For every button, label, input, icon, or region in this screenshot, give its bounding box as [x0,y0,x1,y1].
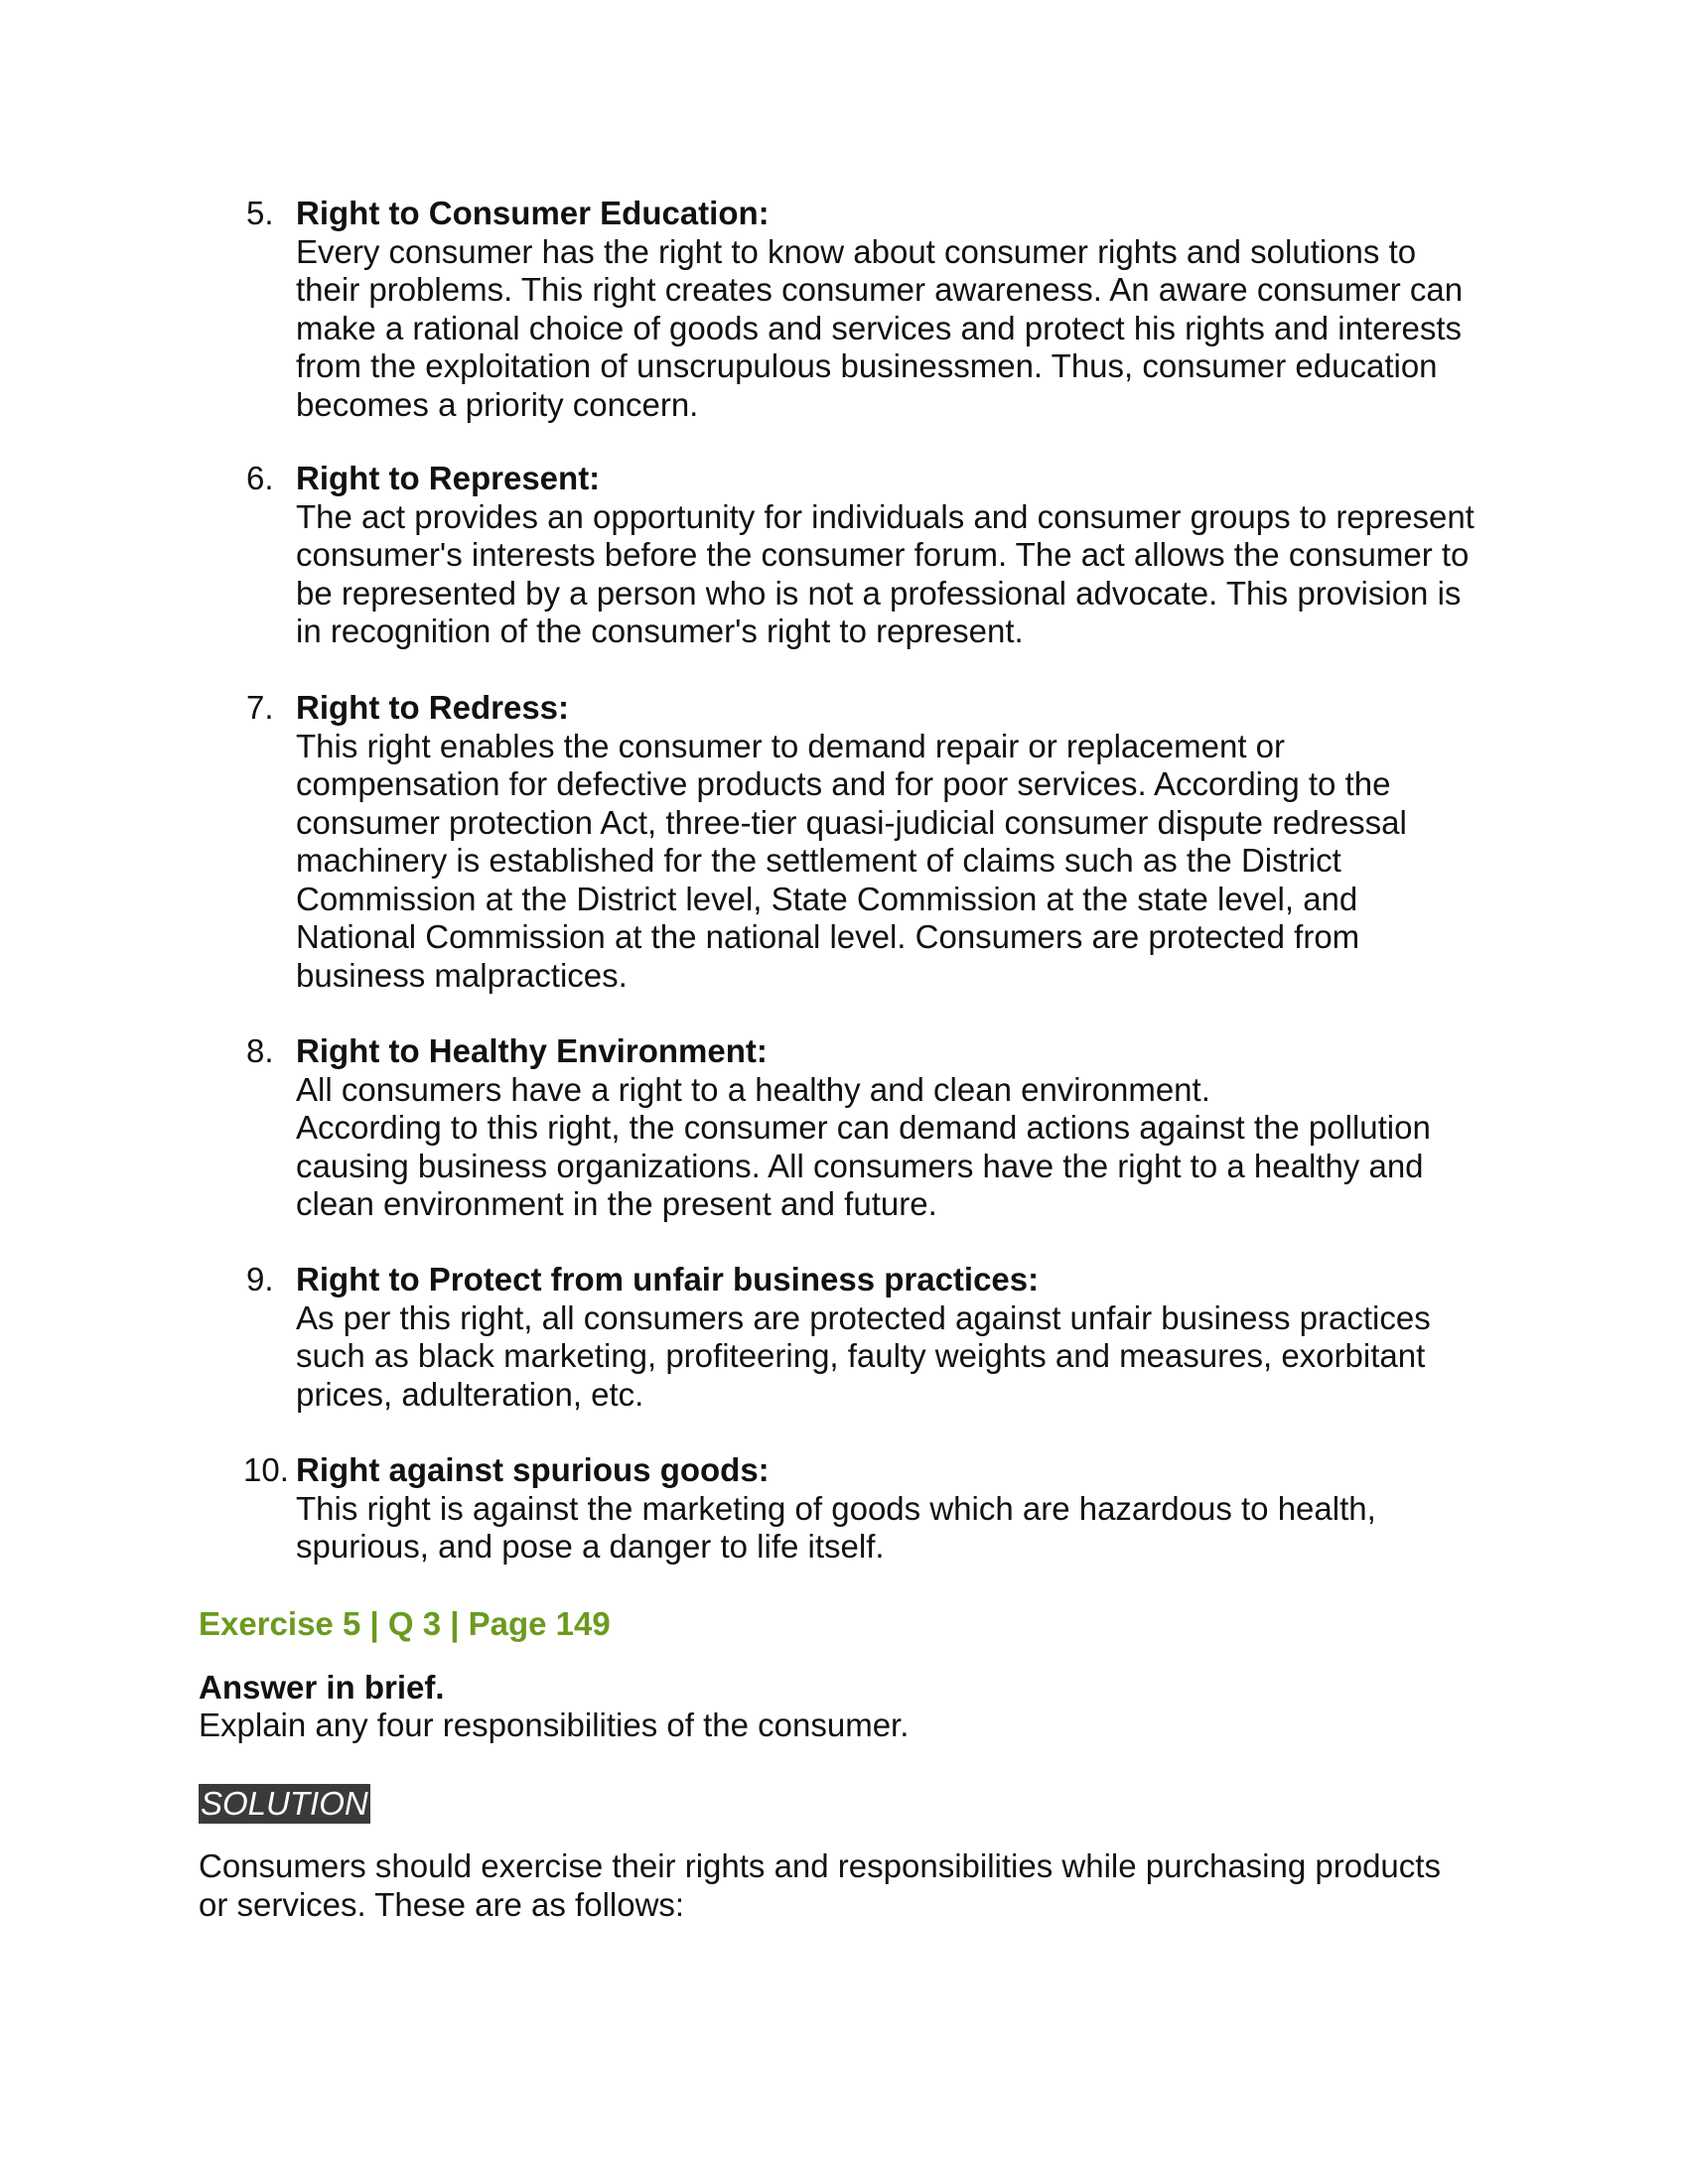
list-item [246,689,1497,1032]
item-number: 5. [246,195,274,231]
item-title: Right to Represent: [296,460,601,496]
list-item [246,195,1497,460]
item-title: Right to Protect from unfair business practices: [296,1261,1040,1297]
item-title: Right to Healthy Environment: [296,1032,768,1069]
item-number: 7. [246,689,274,726]
item-text: This right enables the consumer to demand repair or replacement or compensation for defective products and for poor services. According to the consumer protection Act, three-tier quasi-judicial consumer dispute redressal machinery is established for the settlement of claims such as the District Commission at the District level, State Commission at the state level, and National Commission at the national level. Consumers are protected from business malpractices. [296,727,1407,994]
item-text: This right is against the marketing of goods which are hazardous to health, spurious, and pose a danger to life itself. [296,1489,1376,1565]
item-text: Every consumer has the right to know about consumer rights and solutions to their problems. This right creates consumer awareness. An aware consumer can make a rational choice of goods and services and protect his rights and interests from the exploitation of unscrupulous businessmen. Thus, consumer education becomes a priority concern. [296,232,1464,423]
item-number: 10. [243,1451,289,1488]
solution-label: SOLUTION [201,1785,368,1822]
item-number: 9. [246,1261,274,1297]
item-title: Right against spurious goods: [296,1451,770,1488]
exercise-heading: Exercise 5 | Q 3 | Page 149 [199,1605,611,1642]
list-item [246,1032,1497,1261]
list-item [246,460,1497,689]
item-text: All consumers have a right to a healthy and clean environment. According to this right, the consumer can demand actions against the pollution causing business organizations. All consumers have the right to a healthy and clean environment in the present and future. [296,1070,1431,1222]
list-item [243,1451,1497,1567]
item-number: 6. [246,460,274,496]
item-title: Right to Consumer Education: [296,195,770,231]
item-number: 8. [246,1032,274,1069]
question-text: Explain any four responsibilities of the consumer. [199,1706,910,1743]
item-text: The act provides an opportunity for individuals and consumer groups to represent consumer's interests before the consumer forum. The act allows the consumer to be represented by a person who is not a professional advocate. This provision is in recognition of the consumer's right to represent. [296,497,1475,649]
question-heading: Answer in brief. [199,1669,445,1706]
consumer-rights-list [243,195,1497,1567]
solution-intro: Consumers should exercise their rights and responsibilities while purchasing products or services. These are as follows: [199,1847,1441,1923]
item-title: Right to Redress: [296,689,570,726]
list-item [246,1261,1497,1451]
item-text: As per this right, all consumers are protected against unfair business practices such as black marketing, profiteering, faulty weights and measures, exorbitant prices, adulteration, etc. [296,1298,1431,1413]
